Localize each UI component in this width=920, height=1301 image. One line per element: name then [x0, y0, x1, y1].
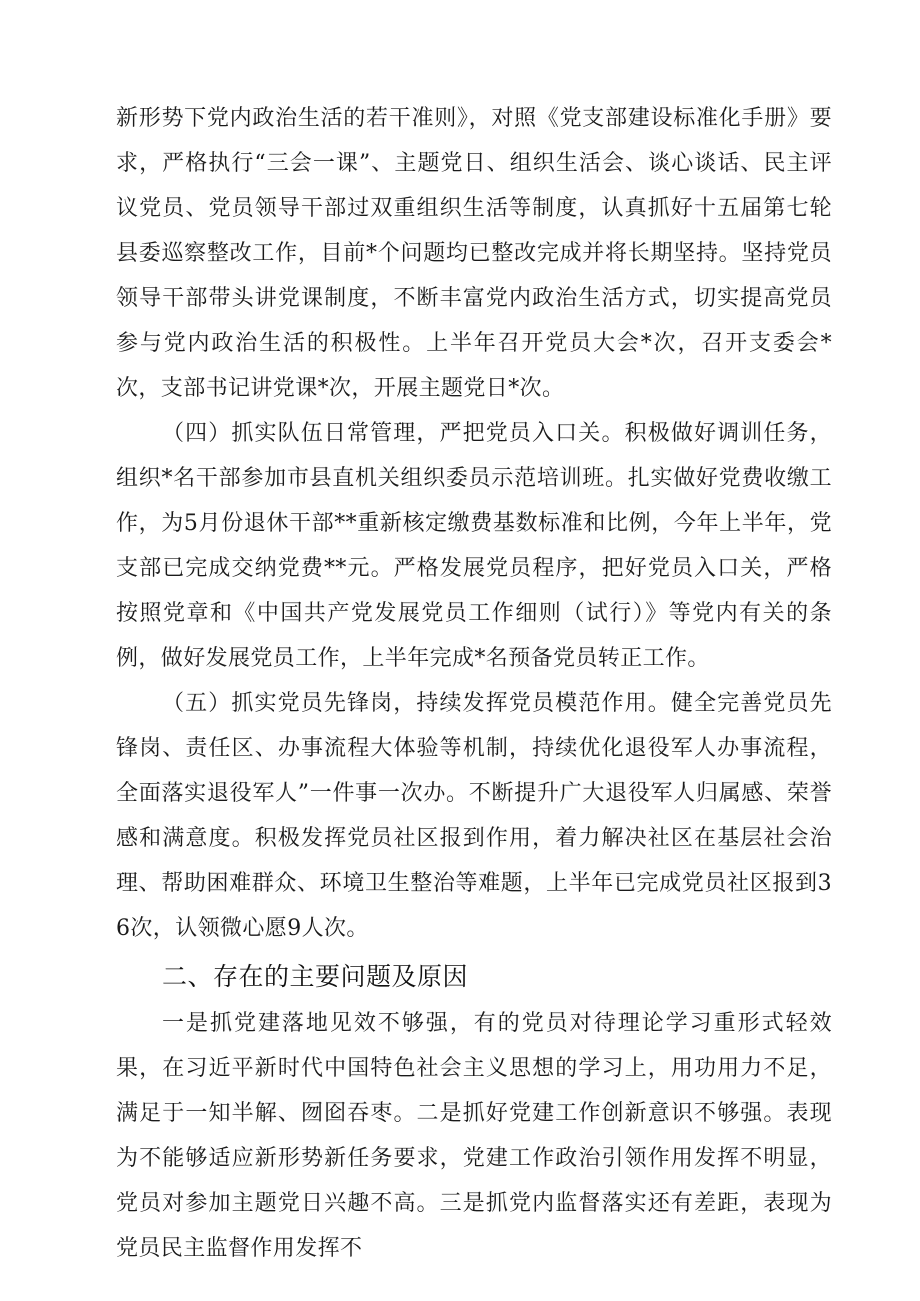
document-body	[116, 96, 832, 1271]
paragraph-vanguard-post: （五）抓实党员先锋岗，持续发挥党员模范作用。健全完善党员先锋岗、责任区、办事流程大体验等机制，持续优化退役军人办事流程，全面落实退役军人”一件事一次办。不断提升广大退役军人归属感、荣誉感和满意度。积极发挥党员社区报到作用，着力解决社区在基层社会治理、帮助困难群众、环境卫生整治等难题，上半年已完成党员社区报到36次，认领微心愿9人次。	[116, 691, 832, 941]
paragraph-team-management: （四）抓实队伍日常管理，严把党员入口关。积极做好调训任务，组织*名干部参加市县直机关组织委员示范培训班。扎实做好党费收缴工作，为5月份退休干部**重新核定缴费基数标准和比例，今年上半年，党支部已完成交纳党费**元。严格发展党员程序，把好党员入口关，严格按照党章和《中国共产党发展党员工作细则（试行）》等党内有关的条例，做好发展党员工作，上半年完成*名预备党员转正工作。	[116, 421, 832, 671]
section-heading: 二、存在的主要问题及原因	[162, 962, 469, 991]
paragraph-party-life: 新形势下党内政治生活的若干准则》，对照《党支部建设标准化手册》要求，严格执行“三会一课”、主题党日、组织生活会、谈心谈话、民主评议党员、党员领导干部过双重组织生活等制度，认真抓好十五届第七轮县委巡察整改工作，目前*个问题均已整改完成并将长期坚持。坚持党员领导干部带头讲党课制度，不断丰富党内政治生活方式，切实提高党员参与党内政治生活的积极性。上半年召开党员大会*次，召开支委会*次，支部书记讲党课*次，开展主题党日*次。	[116, 106, 832, 401]
paragraph-problems: 一是抓党建落地见效不够强，有的党员对待理论学习重形式轻效果，在习近平新时代中国特色社会主义思想的学习上，用功用力不足，满足于一知半解、囫囵吞枣。二是抓好党建工作创新意识不够强。表现为不能够适应新形势新任务要求，党建工作政治引领作用发挥不明显，党员对参加主题党日兴趣不高。三是抓党内监督落实还有差距，表现为党员民主监督作用发挥不	[116, 1011, 832, 1261]
